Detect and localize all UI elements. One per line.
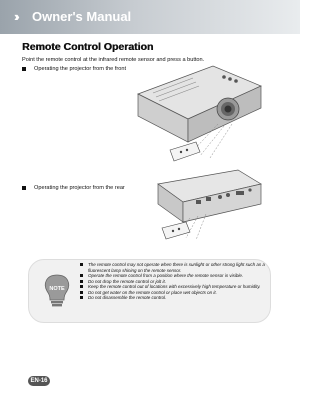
projector-icon <box>158 170 261 222</box>
bullet-square-icon <box>22 67 26 71</box>
note-icon <box>40 273 74 309</box>
note-icon-label: NOTE <box>49 286 65 292</box>
remote-control-icon <box>170 142 200 161</box>
bullet-square-icon <box>22 186 26 190</box>
note-item: The remote control may not operate when there is sunlight or other strong light such as a fluorescent lamp shining on the remote sensor. <box>80 262 266 273</box>
projector-icon <box>138 66 261 142</box>
bullet-rear-label: Operating the projector from the rear <box>34 185 125 191</box>
bullet-front-label: Operating the projector from the front <box>34 66 127 72</box>
header-banner <box>0 0 300 34</box>
manual-title: Owner's Manual <box>32 9 132 24</box>
note-item: Do not disassemble the remote control. <box>80 295 266 301</box>
section-title: Remote Control Operation <box>22 41 154 53</box>
remote-control-icon <box>162 222 190 239</box>
projector-front-illustration <box>128 64 263 164</box>
intro-text: Point the remote control at the infrared remote sensor and press a button. <box>22 57 205 63</box>
page-number: EN-16 <box>28 376 50 386</box>
note-item: Do not get water on the remote control or place wet objects on it. <box>80 290 266 296</box>
chevron-right-icon: ›› <box>14 9 17 24</box>
projector-rear-illustration <box>128 166 263 246</box>
bullet-front <box>22 66 126 72</box>
bullet-rear <box>22 185 125 191</box>
note-item: Operate the remote control from a position where the remote sensor is visible. <box>80 273 266 279</box>
note-item: Keep the remote control out of locations with excessively high temperature or humidity. <box>80 284 266 290</box>
note-list <box>80 262 266 301</box>
note-item: Do not drop the remote control or jolt it. <box>80 279 266 285</box>
